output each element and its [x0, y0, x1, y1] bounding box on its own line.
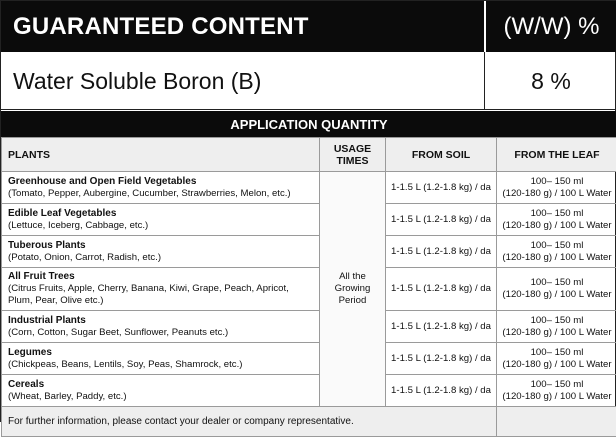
soil-dose-cell: 1-1.5 L (1.2-1.8 kg) / da: [386, 236, 497, 268]
application-table: [1, 137, 616, 437]
table-row: [2, 204, 616, 236]
plant-examples: (Corn, Cotton, Sugar Beet, Sunflower, Peanuts etc.): [8, 327, 228, 338]
plant-cell: [2, 375, 320, 407]
soil-dose-cell: 1-1.5 L (1.2-1.8 kg) / da: [386, 343, 497, 375]
plant-name: Tuberous Plants: [8, 240, 313, 252]
usage-line-2: Growing: [335, 283, 371, 294]
leaf-dose-line-1: 100– 150 ml: [531, 277, 584, 288]
table-row: [2, 343, 616, 375]
usage-line-1: All the: [339, 271, 366, 282]
plant-examples: (Citrus Fruits, Apple, Cherry, Banana, Kiwi, Grape, Peach, Apricot, Plum, Pear, Olive etc.): [8, 283, 289, 306]
leaf-dose-line-2: (120-180 g) / 100 L Water: [502, 327, 611, 338]
leaf-dose-line-2: (120-180 g) / 100 L Water: [502, 359, 611, 370]
plant-name: Edible Leaf Vegetables: [8, 208, 313, 220]
leaf-dose-cell: [497, 236, 616, 268]
leaf-dose-cell: [497, 172, 616, 204]
soil-dose-cell: 1-1.5 L (1.2-1.8 kg) / da: [386, 375, 497, 407]
plant-examples: (Lettuce, Iceberg, Cabbage, etc.): [8, 220, 148, 231]
table-row: [2, 375, 616, 407]
usage-header-line-1: USAGE: [334, 143, 371, 155]
leaf-dose-line-2: (120-180 g) / 100 L Water: [502, 289, 611, 300]
soil-dose-cell: 1-1.5 L (1.2-1.8 kg) / da: [386, 172, 497, 204]
table-row: [2, 172, 616, 204]
plant-name: Greenhouse and Open Field Vegetables: [8, 176, 313, 188]
plant-cell: [2, 343, 320, 375]
column-header-plants: PLANTS: [2, 138, 320, 172]
application-quantity-title: APPLICATION QUANTITY: [1, 111, 616, 137]
table-header-row: [2, 138, 616, 172]
leaf-dose-cell: [497, 204, 616, 236]
guaranteed-content-row: [1, 52, 616, 110]
leaf-dose-line-1: 100– 150 ml: [531, 315, 584, 326]
leaf-dose-cell: [497, 343, 616, 375]
plant-cell: [2, 204, 320, 236]
soil-dose-cell: 1-1.5 L (1.2-1.8 kg) / da: [386, 268, 497, 311]
plant-cell: [2, 311, 320, 343]
nutrient-name: Water Soluble Boron (B): [1, 52, 484, 110]
leaf-dose-line-1: 100– 150 ml: [531, 240, 584, 251]
leaf-dose-line-2: (120-180 g) / 100 L Water: [502, 220, 611, 231]
plant-examples: (Chickpeas, Beans, Lentils, Soy, Peas, Shamrock, etc.): [8, 359, 242, 370]
leaf-dose-line-1: 100– 150 ml: [531, 347, 584, 358]
leaf-dose-cell: [497, 375, 616, 407]
plant-cell: [2, 268, 320, 311]
usage-times-cell: [320, 172, 386, 407]
plant-cell: [2, 172, 320, 204]
plant-examples: (Tomato, Pepper, Aubergine, Cucumber, Strawberries, Melon, etc.): [8, 188, 291, 199]
plant-name: All Fruit Trees: [8, 271, 313, 283]
usage-line-3: Period: [339, 295, 367, 306]
plant-examples: (Wheat, Barley, Paddy, etc.): [8, 391, 127, 402]
usage-header-line-2: TIMES: [336, 155, 368, 167]
footer-note: For further information, please contact your dealer or company representative.: [2, 407, 497, 437]
leaf-dose-line-1: 100– 150 ml: [531, 379, 584, 390]
table-row: [2, 268, 616, 311]
table-row: [2, 236, 616, 268]
leaf-dose-line-2: (120-180 g) / 100 L Water: [502, 252, 611, 263]
column-header-usage-times: [320, 138, 386, 172]
table-row: [2, 311, 616, 343]
soil-dose-cell: 1-1.5 L (1.2-1.8 kg) / da: [386, 311, 497, 343]
leaf-dose-cell: [497, 311, 616, 343]
leaf-dose-line-1: 100– 150 ml: [531, 176, 584, 187]
plant-name: Cereals: [8, 379, 313, 391]
plant-name: Legumes: [8, 347, 313, 359]
leaf-dose-cell: [497, 268, 616, 311]
plant-cell: [2, 236, 320, 268]
plant-name: Industrial Plants: [8, 315, 313, 327]
column-header-from-soil: FROM SOIL: [386, 138, 497, 172]
plant-examples: (Potato, Onion, Carrot, Radish, etc.): [8, 252, 161, 263]
leaf-dose-line-1: 100– 150 ml: [531, 208, 584, 219]
guaranteed-content-title: GUARANTEED CONTENT: [1, 1, 484, 52]
weight-ratio-unit: (W/W) %: [484, 1, 616, 52]
column-header-from-leaf: FROM THE LEAF: [497, 138, 616, 172]
guaranteed-content-header: [1, 1, 616, 52]
leaf-dose-line-2: (120-180 g) / 100 L Water: [502, 391, 611, 402]
nutrient-value: 8 %: [484, 52, 616, 110]
soil-dose-cell: 1-1.5 L (1.2-1.8 kg) / da: [386, 204, 497, 236]
leaf-dose-line-2: (120-180 g) / 100 L Water: [502, 188, 611, 199]
